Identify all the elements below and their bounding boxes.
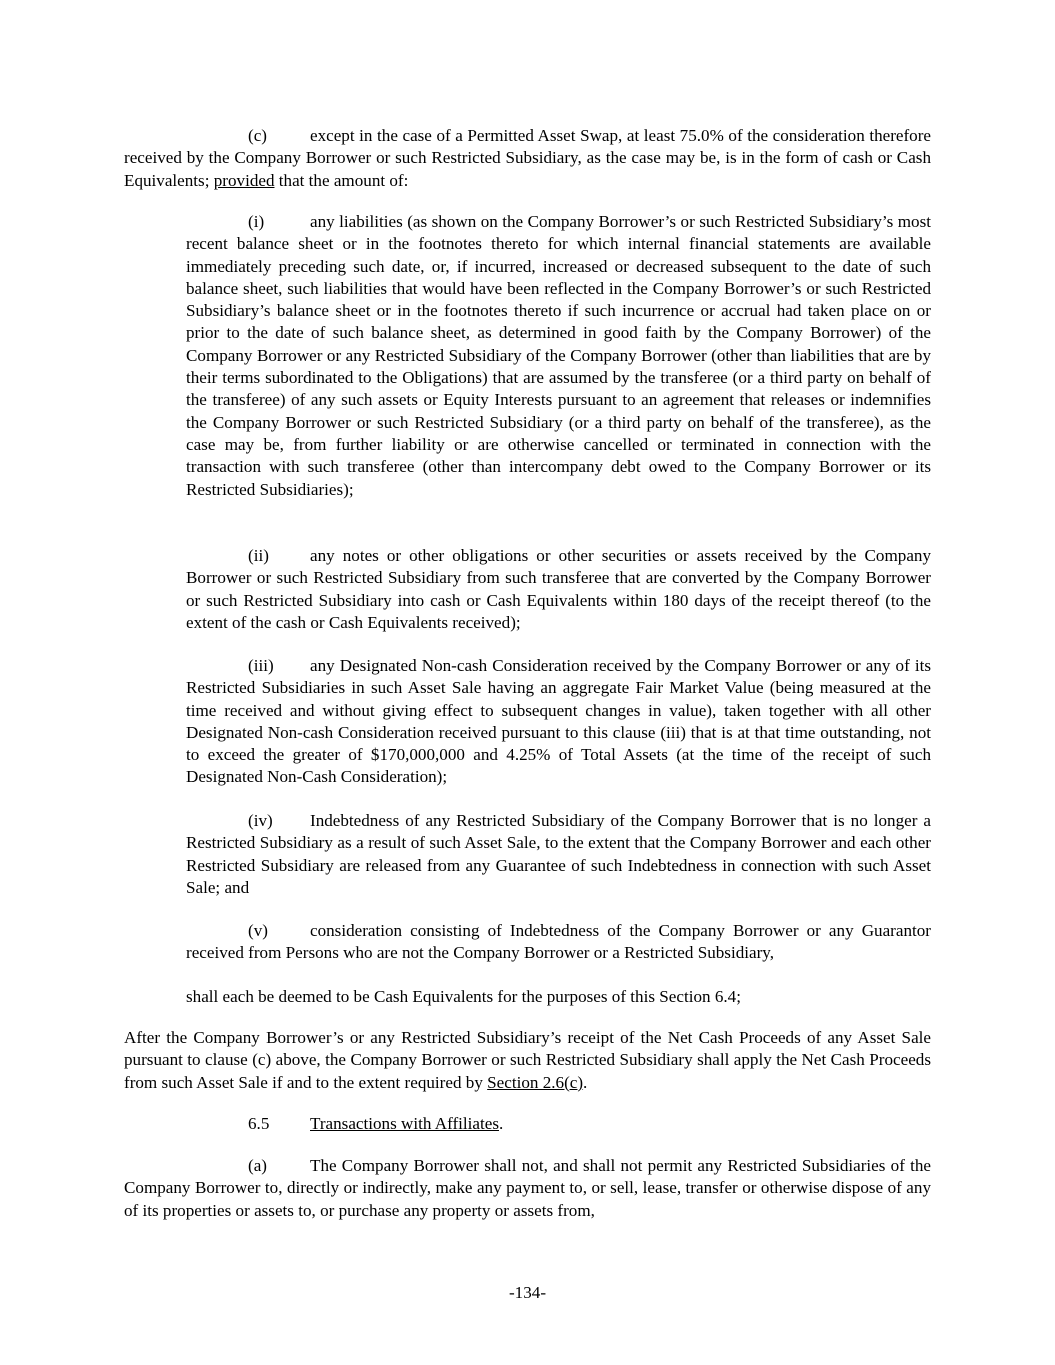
item-i-paragraph — [186, 211, 931, 501]
item-v-label: (v) — [248, 921, 268, 940]
section-title: Transactions with Affiliates — [310, 1114, 499, 1133]
item-v-text: consideration consisting of Indebtedness of the Company Borrower or any Guarantor received from Persons who are not the Company Borrower or a Restricted Subsidiary, — [186, 921, 931, 963]
section-6-5-heading — [124, 1113, 931, 1135]
section-number: 6.5 — [248, 1114, 270, 1133]
clause-c-text: except in the case of a Permitted Asset Swap, at least 75.0% of the consideration therefore received by the Company Borrower or such Restricted Subsidiary, as the case may be, is in the form of cash or Cash Equivalents; — [124, 126, 931, 190]
clause-c-label: (c) — [248, 126, 267, 145]
deemed-line: shall each be deemed to be Cash Equivalents for the purposes of this Section 6.4; — [186, 987, 741, 1006]
item-iii-label: (iii) — [248, 656, 274, 675]
after-paragraph — [124, 1027, 931, 1094]
clause-a-paragraph — [124, 1155, 931, 1222]
page-number: -134- — [508, 1283, 547, 1302]
clause-c-text-end: that the amount of: — [274, 170, 409, 190]
after-paragraph-text: After the Company Borrower’s or any Restricted Subsidiary’s receipt of the Net Cash Proceeds of any Asset Sale pursuant to clause (c) above, the Company Borrower or such Restricted Subsidiary shall apply the Net Cash Proceeds from such Asset Sale if and to the extent required by — [124, 1028, 931, 1092]
item-iv-paragraph — [186, 810, 931, 899]
clause-c-paragraph — [124, 125, 931, 192]
after-paragraph-end: . — [583, 1072, 588, 1092]
clause-a-text: The Company Borrower shall not, and shall not permit any Restricted Subsidiaries of the Company Borrower to, directly or indirectly, make any payment to, or sell, lease, transfer or otherwise dispose of any of its properties or assets to, or purchase any property or assets from, — [124, 1156, 931, 1220]
section-2-6c-reference: Section 2.6(c) — [487, 1072, 584, 1092]
item-ii-paragraph — [186, 545, 931, 634]
item-v-paragraph — [186, 920, 931, 965]
item-ii-label: (ii) — [248, 546, 269, 565]
provided-term: provided — [213, 170, 275, 190]
item-iv-text: Indebtedness of any Restricted Subsidiary of the Company Borrower that is no longer a Restricted Subsidiary as a result of such Asset Sale, to the extent that the Company Borrower and each other Restricted Subsidiary are released from any Guarantee of such Indebtedness in connection with such Asset Sale; and — [186, 811, 931, 897]
item-iii-text: any Designated Non-cash Consideration received by the Company Borrower or any of its Restricted Subsidiaries in such Asset Sale having an aggregate Fair Market Value (being measured at the time received and without giving effect to subsequent changes in value), taken together with all other Designated Non-cash Consideration received pursuant to this clause (iii) that is at that time outstanding, not to exceed the greater of $170,000,000 and 4.25% of Total Assets (at the time of the receipt of such Designated Non-Cash Consideration); — [186, 656, 931, 787]
clause-a-label: (a) — [248, 1156, 267, 1175]
item-iv-label: (iv) — [248, 811, 273, 830]
item-iii-paragraph — [186, 655, 931, 789]
item-i-label: (i) — [248, 212, 265, 231]
item-ii-text: any notes or other obligations or other securities or assets received by the Company Borrower or such Restricted Subsidiary from such transferee that are converted by the Company Borrower or such Restricted Subsidiary into cash or Cash Equivalents within 180 days of the receipt thereof (to the extent of the cash or Cash Equivalents received); — [186, 546, 931, 632]
section-title-end: . — [498, 1114, 504, 1133]
item-i-text: any liabilities (as shown on the Company Borrower’s or such Restricted Subsidiary’s most recent balance sheet or in the footnotes thereto for which internal financial statements are available immediately preceding such date, or, if incurred, increased or decreased subsequent to the date of such balance sheet, such liabilities that would have been reflected in the Company Borrower’s or such Restricted Subsidiary’s balance sheet or in the footnotes thereto if such incurrence or accrual had taken place on or prior to the date of such balance sheet, as determined in good faith by the Company Borrower) of the Company Borrower or any Restricted Subsidiary of the Company Borrower (other than liabilities that are by their terms subordinated to the Obligations) that are assumed by the transferee (or a third party on behalf of the transferee) of any such assets or Equity Interests pursuant to an agreement that releases or indemnifies the Company Borrower or such Restricted Subsidiary (or a third party on behalf of the transferee), as the case may be, from further liability or are otherwise cancelled or terminated in connection with the transaction with such transferee (other than intercompany debt owed to the Company Borrower or its Restricted Subsidiaries); — [186, 212, 931, 499]
